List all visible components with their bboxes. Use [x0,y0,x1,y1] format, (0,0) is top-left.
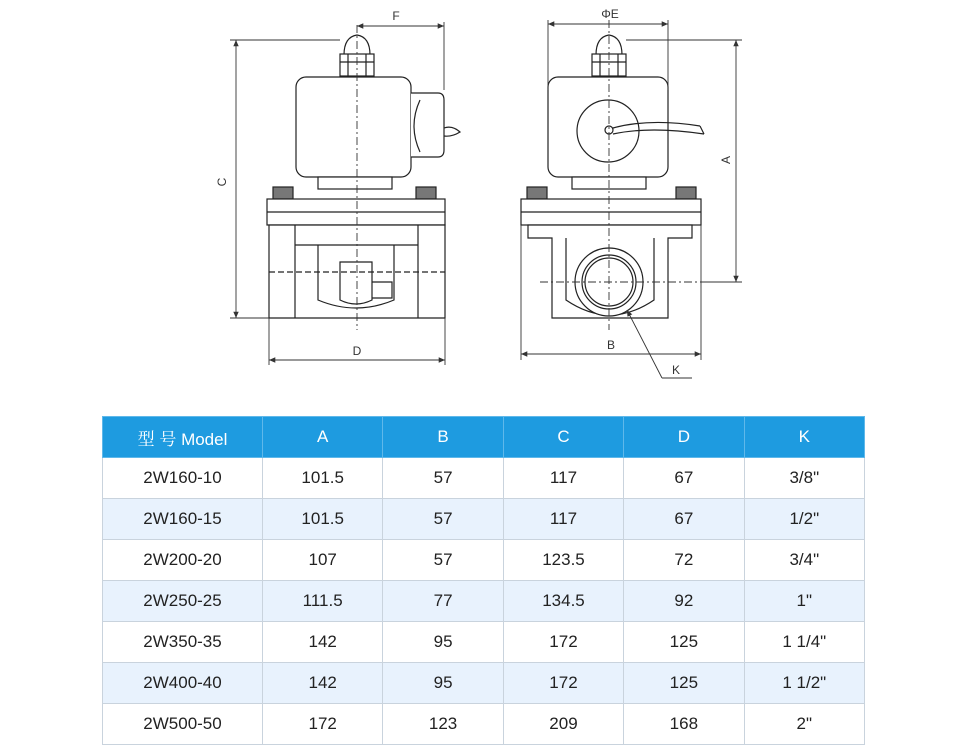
cell-k: 2" [744,704,864,745]
cell-b: 57 [383,458,503,499]
cell-c: 123.5 [503,540,623,581]
table-row [103,704,865,745]
cell-c: 117 [503,499,623,540]
cell-c: 134.5 [503,581,623,622]
cell-b: 77 [383,581,503,622]
cell-c: 209 [503,704,623,745]
cell-a: 101.5 [263,458,383,499]
cell-d: 125 [624,663,744,704]
label-b: B [606,338,616,352]
label-f: F [392,9,400,23]
model-dimension-table [102,416,865,745]
table-row [103,663,865,704]
cell-model: 2W250-25 [103,581,263,622]
header-model: 型 号 Model [103,417,263,458]
cell-a: 111.5 [263,581,383,622]
cell-b: 95 [383,663,503,704]
label-e: ΦE [601,7,619,21]
cell-k: 1 1/2" [744,663,864,704]
valve-side-view [267,35,460,318]
cell-d: 168 [624,704,744,745]
cell-a: 142 [263,663,383,704]
cell-c: 172 [503,663,623,704]
cell-model: 2W160-15 [103,499,263,540]
cell-k: 1" [744,581,864,622]
cell-d: 67 [624,499,744,540]
cell-model: 2W400-40 [103,663,263,704]
header-k: K [744,417,864,458]
table-row [103,622,865,663]
cell-model: 2W500-50 [103,704,263,745]
cell-c: 172 [503,622,623,663]
cell-model: 2W200-20 [103,540,263,581]
cell-a: 172 [263,704,383,745]
cell-k: 3/4" [744,540,864,581]
cell-b: 123 [383,704,503,745]
label-k: K [671,363,681,377]
header-d: D [624,417,744,458]
table-row [103,458,865,499]
cell-b: 57 [383,540,503,581]
header-b: B [383,417,503,458]
header-a: A [263,417,383,458]
table-row [103,581,865,622]
cell-d: 67 [624,458,744,499]
cell-model: 2W350-35 [103,622,263,663]
table-row [103,499,865,540]
cell-a: 107 [263,540,383,581]
cell-b: 57 [383,499,503,540]
label-d: D [352,344,362,358]
cell-d: 72 [624,540,744,581]
cell-model: 2W160-10 [103,458,263,499]
label-a: A [719,155,733,165]
cell-b: 95 [383,622,503,663]
cell-k: 1 1/4" [744,622,864,663]
cell-k: 3/8" [744,458,864,499]
cell-c: 117 [503,458,623,499]
cell-a: 142 [263,622,383,663]
table-header-row [103,417,865,458]
cell-a: 101.5 [263,499,383,540]
cell-d: 92 [624,581,744,622]
cell-d: 125 [624,622,744,663]
label-c: C [215,177,229,187]
table-row [103,540,865,581]
header-c: C [503,417,623,458]
cell-k: 1/2" [744,499,864,540]
